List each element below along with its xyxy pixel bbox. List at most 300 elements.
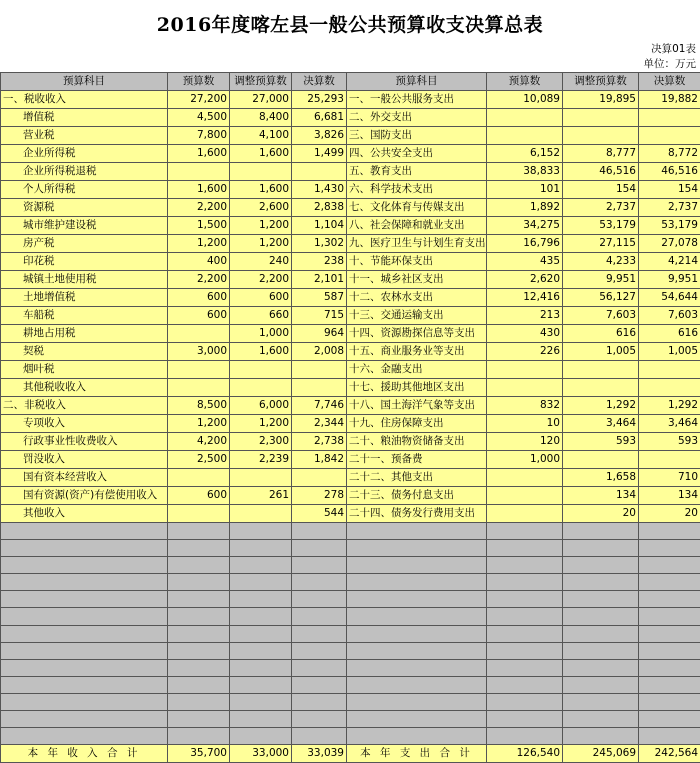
blank-cell (168, 711, 230, 728)
table-row (1, 361, 700, 379)
cell-income-adjusted (230, 505, 292, 523)
table-row (1, 145, 700, 163)
cell-expense-final: 53,179 (639, 217, 700, 235)
cell-income-budget: 8,500 (168, 397, 230, 415)
blank-cell (487, 557, 563, 574)
blank-cell (230, 523, 292, 540)
blank-cell (230, 642, 292, 659)
cell-expense-final: 4,214 (639, 253, 700, 271)
table-row (1, 235, 700, 253)
col-header-expense-final: 决算数 (639, 73, 700, 91)
cell-expense-item: 十一、城乡社区支出 (347, 271, 487, 289)
cell-income-final: 964 (292, 325, 347, 343)
blank-row (1, 523, 700, 540)
blank-cell (563, 608, 639, 625)
table-row (1, 379, 700, 397)
cell-expense-item: 二十、粮油物资储备支出 (347, 433, 487, 451)
blank-cell (487, 625, 563, 642)
cell-income-final: 6,681 (292, 109, 347, 127)
cell-expense-item: 二十二、其他支出 (347, 469, 487, 487)
blank-cell (639, 728, 700, 745)
cell-income-final: 1,430 (292, 181, 347, 199)
cell-expense-item: 三、国防支出 (347, 127, 487, 145)
blank-cell (230, 659, 292, 676)
blank-cell (292, 642, 347, 659)
blank-cell (347, 574, 487, 591)
cell-expense-budget: 120 (487, 433, 563, 451)
cell-expense-item: 二十一、预备费 (347, 451, 487, 469)
cell-income-item: 车船税 (1, 307, 168, 325)
blank-cell (563, 642, 639, 659)
cell-expense-final: 8,772 (639, 145, 700, 163)
cell-expense-final: 9,951 (639, 271, 700, 289)
cell-income-adjusted: 1,600 (230, 181, 292, 199)
col-header-income-adjusted: 调整预算数 (230, 73, 292, 91)
blank-cell (639, 693, 700, 710)
col-header-income-item: 预算科目 (1, 73, 168, 91)
cell-income-budget: 1,600 (168, 181, 230, 199)
cell-expense-budget: 1,892 (487, 199, 563, 217)
cell-income-item: 二、非税收入 (1, 397, 168, 415)
cell-expense-adjusted (563, 127, 639, 145)
cell-expense-final (639, 361, 700, 379)
cell-income-adjusted: 2,600 (230, 199, 292, 217)
blank-cell (168, 574, 230, 591)
cell-income-item: 增值税 (1, 109, 168, 127)
table-row (1, 127, 700, 145)
table-row (1, 469, 700, 487)
blank-cell (639, 523, 700, 540)
cell-expense-adjusted: 53,179 (563, 217, 639, 235)
blank-cell (347, 728, 487, 745)
blank-cell (639, 591, 700, 608)
blank-row (1, 574, 700, 591)
blank-cell (168, 523, 230, 540)
blank-cell (292, 608, 347, 625)
blank-cell (563, 659, 639, 676)
cell-expense-final (639, 451, 700, 469)
blank-cell (292, 728, 347, 745)
cell-expense-budget: 38,833 (487, 163, 563, 181)
blank-cell (563, 557, 639, 574)
cell-expense-final: 3,464 (639, 415, 700, 433)
cell-income-adjusted: 1,200 (230, 415, 292, 433)
table-row (1, 163, 700, 181)
blank-cell (292, 711, 347, 728)
cell-expense-item: 十四、资源勘探信息等支出 (347, 325, 487, 343)
blank-cell (230, 728, 292, 745)
cell-income-adjusted (230, 361, 292, 379)
cell-expense-final: 593 (639, 433, 700, 451)
cell-income-item: 行政事业性收费收入 (1, 433, 168, 451)
cell-expense-budget (487, 487, 563, 505)
blank-cell (639, 642, 700, 659)
cell-income-budget (168, 163, 230, 181)
blank-cell (230, 608, 292, 625)
cell-income-budget: 27,200 (168, 91, 230, 109)
cell-income-item: 国有资源(资产)有偿使用收入 (1, 487, 168, 505)
table-row (1, 343, 700, 361)
blank-cell (230, 540, 292, 557)
cell-income-item: 一、税收收入 (1, 91, 168, 109)
blank-cell (168, 591, 230, 608)
cell-expense-item: 二十三、债务付息支出 (347, 487, 487, 505)
table-row (1, 181, 700, 199)
cell-expense-final: 134 (639, 487, 700, 505)
blank-cell (1, 642, 168, 659)
blank-cell (230, 693, 292, 710)
cell-income-budget: 3,000 (168, 343, 230, 361)
blank-row (1, 591, 700, 608)
cell-expense-item: 七、文化体育与传媒支出 (347, 199, 487, 217)
cell-income-final (292, 163, 347, 181)
budget-table (0, 72, 700, 763)
blank-cell (347, 642, 487, 659)
cell-income-adjusted: 261 (230, 487, 292, 505)
cell-income-item: 印花税 (1, 253, 168, 271)
blank-cell (639, 557, 700, 574)
blank-cell (563, 676, 639, 693)
blank-cell (1, 608, 168, 625)
blank-row (1, 642, 700, 659)
total-income-adjusted: 33,000 (230, 745, 292, 763)
table-row (1, 217, 700, 235)
cell-income-adjusted: 1,600 (230, 343, 292, 361)
blank-cell (563, 523, 639, 540)
blank-cell (487, 693, 563, 710)
cell-income-final: 3,826 (292, 127, 347, 145)
cell-expense-item: 十二、农林水支出 (347, 289, 487, 307)
cell-expense-budget: 16,796 (487, 235, 563, 253)
cell-expense-budget (487, 469, 563, 487)
blank-cell (292, 676, 347, 693)
cell-income-adjusted (230, 379, 292, 397)
cell-income-budget: 400 (168, 253, 230, 271)
cell-income-item: 城市维护建设税 (1, 217, 168, 235)
blank-cell (347, 523, 487, 540)
table-row (1, 397, 700, 415)
cell-expense-adjusted: 3,464 (563, 415, 639, 433)
cell-expense-item: 十三、交通运输支出 (347, 307, 487, 325)
cell-expense-adjusted: 19,895 (563, 91, 639, 109)
cell-income-final: 2,101 (292, 271, 347, 289)
cell-expense-final: 7,603 (639, 307, 700, 325)
cell-income-adjusted: 2,200 (230, 271, 292, 289)
cell-income-item: 烟叶税 (1, 361, 168, 379)
cell-income-final: 587 (292, 289, 347, 307)
page-title: 2016年度喀左县一般公共预算收支决算总表 (0, 10, 700, 37)
blank-cell (168, 693, 230, 710)
blank-row (1, 693, 700, 710)
cell-expense-adjusted: 2,737 (563, 199, 639, 217)
blank-cell (563, 625, 639, 642)
blank-cell (639, 676, 700, 693)
cell-expense-item: 一、一般公共服务支出 (347, 91, 487, 109)
col-header-income-budget: 预算数 (168, 73, 230, 91)
total-expense-adjusted: 245,069 (563, 745, 639, 763)
blank-cell (347, 659, 487, 676)
cell-expense-item: 十、节能环保支出 (347, 253, 487, 271)
cell-income-final (292, 361, 347, 379)
cell-income-adjusted (230, 163, 292, 181)
total-income-budget: 35,700 (168, 745, 230, 763)
blank-cell (292, 523, 347, 540)
cell-income-final: 238 (292, 253, 347, 271)
cell-income-item: 罚没收入 (1, 451, 168, 469)
cell-expense-final: 2,737 (639, 199, 700, 217)
blank-row (1, 625, 700, 642)
cell-expense-final: 54,644 (639, 289, 700, 307)
cell-income-budget: 4,200 (168, 433, 230, 451)
blank-cell (230, 676, 292, 693)
table-row (1, 109, 700, 127)
blank-row (1, 540, 700, 557)
blank-cell (168, 608, 230, 625)
cell-expense-adjusted (563, 451, 639, 469)
cell-income-adjusted: 1,200 (230, 217, 292, 235)
blank-cell (347, 676, 487, 693)
cell-expense-final: 20 (639, 505, 700, 523)
blank-cell (168, 659, 230, 676)
cell-expense-final: 19,882 (639, 91, 700, 109)
cell-expense-item: 八、社会保障和就业支出 (347, 217, 487, 235)
cell-expense-budget: 34,275 (487, 217, 563, 235)
col-header-expense-item: 预算科目 (347, 73, 487, 91)
total-expense-final: 242,564 (639, 745, 700, 763)
cell-income-adjusted: 660 (230, 307, 292, 325)
cell-expense-adjusted: 46,516 (563, 163, 639, 181)
cell-income-adjusted (230, 469, 292, 487)
blank-cell (347, 625, 487, 642)
blank-cell (487, 728, 563, 745)
cell-income-final: 2,738 (292, 433, 347, 451)
blank-cell (292, 557, 347, 574)
col-header-expense-adjusted: 调整预算数 (563, 73, 639, 91)
cell-income-final (292, 379, 347, 397)
cell-expense-adjusted (563, 109, 639, 127)
cell-expense-adjusted: 616 (563, 325, 639, 343)
cell-income-item: 专项收入 (1, 415, 168, 433)
cell-income-final: 278 (292, 487, 347, 505)
cell-expense-item: 二、外交支出 (347, 109, 487, 127)
blank-cell (292, 540, 347, 557)
cell-income-budget: 7,800 (168, 127, 230, 145)
blank-cell (230, 591, 292, 608)
cell-expense-budget: 1,000 (487, 451, 563, 469)
cell-expense-adjusted: 8,777 (563, 145, 639, 163)
blank-row (1, 608, 700, 625)
cell-income-item: 城镇土地使用税 (1, 271, 168, 289)
cell-expense-adjusted: 1,658 (563, 469, 639, 487)
cell-income-budget (168, 469, 230, 487)
cell-expense-item: 六、科学技术支出 (347, 181, 487, 199)
cell-expense-budget: 832 (487, 397, 563, 415)
cell-income-item: 其他税收收入 (1, 379, 168, 397)
cell-income-budget (168, 325, 230, 343)
blank-cell (487, 540, 563, 557)
blank-cell (168, 728, 230, 745)
blank-cell (1, 693, 168, 710)
blank-cell (1, 591, 168, 608)
blank-cell (1, 625, 168, 642)
blank-cell (347, 693, 487, 710)
blank-cell (639, 659, 700, 676)
cell-expense-adjusted: 9,951 (563, 271, 639, 289)
cell-expense-adjusted: 7,603 (563, 307, 639, 325)
blank-cell (487, 659, 563, 676)
blank-cell (563, 591, 639, 608)
cell-expense-final: 154 (639, 181, 700, 199)
table-row (1, 325, 700, 343)
cell-income-budget (168, 361, 230, 379)
cell-expense-budget (487, 505, 563, 523)
cell-expense-budget: 213 (487, 307, 563, 325)
cell-expense-adjusted: 593 (563, 433, 639, 451)
cell-income-budget: 1,500 (168, 217, 230, 235)
cell-income-item: 个人所得税 (1, 181, 168, 199)
blank-cell (230, 557, 292, 574)
blank-cell (639, 711, 700, 728)
cell-income-item: 企业所得税退税 (1, 163, 168, 181)
blank-cell (168, 642, 230, 659)
cell-expense-final: 46,516 (639, 163, 700, 181)
table-row (1, 253, 700, 271)
blank-cell (292, 574, 347, 591)
total-expense-item: 本 年 支 出 合 计 (347, 745, 487, 763)
table-row (1, 271, 700, 289)
blank-cell (639, 608, 700, 625)
blank-cell (347, 557, 487, 574)
blank-cell (639, 540, 700, 557)
blank-cell (292, 625, 347, 642)
cell-expense-final (639, 127, 700, 145)
blank-cell (168, 540, 230, 557)
form-code: 决算01表 (651, 41, 696, 56)
cell-expense-adjusted: 1,005 (563, 343, 639, 361)
blank-row (1, 557, 700, 574)
cell-income-budget: 600 (168, 487, 230, 505)
blank-cell (347, 540, 487, 557)
table-row (1, 451, 700, 469)
blank-cell (487, 574, 563, 591)
cell-income-adjusted: 8,400 (230, 109, 292, 127)
table-row (1, 199, 700, 217)
cell-expense-budget: 226 (487, 343, 563, 361)
cell-income-item: 土地增值税 (1, 289, 168, 307)
blank-cell (487, 711, 563, 728)
cell-expense-final: 27,078 (639, 235, 700, 253)
blank-cell (1, 659, 168, 676)
cell-income-item: 国有资本经营收入 (1, 469, 168, 487)
cell-expense-item: 五、教育支出 (347, 163, 487, 181)
cell-expense-budget (487, 379, 563, 397)
cell-expense-adjusted (563, 379, 639, 397)
cell-income-item: 资源税 (1, 199, 168, 217)
cell-expense-adjusted (563, 361, 639, 379)
cell-income-final: 2,344 (292, 415, 347, 433)
blank-row (1, 676, 700, 693)
cell-income-budget: 1,600 (168, 145, 230, 163)
blank-cell (168, 625, 230, 642)
blank-cell (1, 711, 168, 728)
cell-expense-budget (487, 109, 563, 127)
cell-income-budget: 2,200 (168, 199, 230, 217)
cell-expense-item: 十五、商业服务业等支出 (347, 343, 487, 361)
blank-cell (563, 540, 639, 557)
cell-income-budget: 2,200 (168, 271, 230, 289)
blank-cell (1, 574, 168, 591)
blank-cell (347, 711, 487, 728)
total-row (1, 745, 700, 763)
cell-expense-budget: 430 (487, 325, 563, 343)
cell-income-final: 2,008 (292, 343, 347, 361)
blank-cell (1, 557, 168, 574)
blank-cell (230, 711, 292, 728)
cell-income-adjusted: 2,300 (230, 433, 292, 451)
blank-cell (639, 574, 700, 591)
cell-income-final: 544 (292, 505, 347, 523)
blank-cell (230, 574, 292, 591)
cell-income-adjusted: 27,000 (230, 91, 292, 109)
cell-income-adjusted: 600 (230, 289, 292, 307)
cell-expense-budget: 6,152 (487, 145, 563, 163)
cell-expense-adjusted: 56,127 (563, 289, 639, 307)
cell-expense-budget: 435 (487, 253, 563, 271)
cell-expense-item: 十九、住房保障支出 (347, 415, 487, 433)
cell-income-final: 1,842 (292, 451, 347, 469)
cell-income-final: 7,746 (292, 397, 347, 415)
blank-cell (230, 625, 292, 642)
blank-cell (487, 676, 563, 693)
blank-cell (639, 625, 700, 642)
table-row (1, 415, 700, 433)
cell-income-budget: 4,500 (168, 109, 230, 127)
cell-income-final: 715 (292, 307, 347, 325)
blank-row (1, 711, 700, 728)
cell-expense-item: 九、医疗卫生与计划生育支出 (347, 235, 487, 253)
cell-income-final: 1,104 (292, 217, 347, 235)
cell-expense-item: 四、公共安全支出 (347, 145, 487, 163)
cell-income-adjusted: 240 (230, 253, 292, 271)
cell-expense-adjusted: 1,292 (563, 397, 639, 415)
cell-expense-budget: 12,416 (487, 289, 563, 307)
cell-expense-adjusted: 27,115 (563, 235, 639, 253)
cell-expense-budget: 2,620 (487, 271, 563, 289)
cell-income-budget: 1,200 (168, 415, 230, 433)
cell-income-budget: 2,500 (168, 451, 230, 469)
cell-income-final: 25,293 (292, 91, 347, 109)
blank-cell (563, 574, 639, 591)
table-row (1, 433, 700, 451)
cell-expense-final: 616 (639, 325, 700, 343)
cell-income-adjusted: 6,000 (230, 397, 292, 415)
cell-income-budget: 1,200 (168, 235, 230, 253)
table-body (1, 91, 700, 763)
table-row (1, 505, 700, 523)
cell-expense-final (639, 379, 700, 397)
cell-expense-budget: 10,089 (487, 91, 563, 109)
cell-income-adjusted: 1,600 (230, 145, 292, 163)
cell-expense-adjusted: 134 (563, 487, 639, 505)
table-row (1, 487, 700, 505)
cell-income-adjusted: 2,239 (230, 451, 292, 469)
cell-income-adjusted: 1,200 (230, 235, 292, 253)
total-income-item: 本 年 收 入 合 计 (1, 745, 168, 763)
cell-expense-item: 十六、金融支出 (347, 361, 487, 379)
cell-income-budget: 600 (168, 289, 230, 307)
blank-row (1, 728, 700, 745)
cell-expense-final: 710 (639, 469, 700, 487)
